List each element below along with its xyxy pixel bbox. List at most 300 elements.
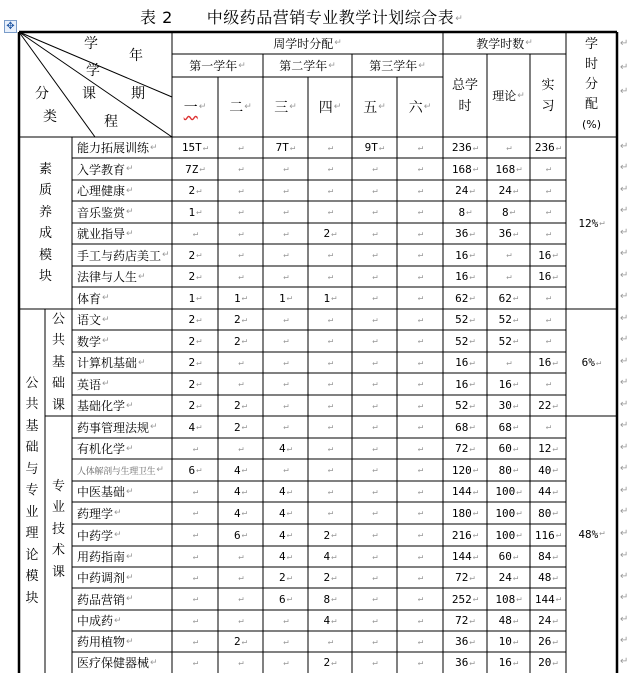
total-hours-text: 144 [451,550,472,563]
paragraph-mark-icon: ↵ [620,141,629,152]
paragraph-mark-icon: ↵ [512,379,519,389]
term-1-hours-text: 2 [188,356,196,369]
paragraph-mark-icon: ↵ [552,572,558,583]
paragraph-mark-icon: ↵ [238,142,244,153]
total-hours-text: 216 [451,528,472,542]
subcategory-professional-char: 专 [51,478,65,494]
paragraph-mark-icon: ↵ [512,422,519,432]
paragraph-mark-icon: ↵ [331,228,337,239]
total-hours-text: 144 [451,485,472,498]
paragraph-mark-icon: ↵ [620,313,629,324]
header-term-6-text: 六 [408,100,423,116]
paragraph-mark-icon: ↵ [241,336,248,346]
term-1-hours-text: 2 [188,399,196,412]
term-3-hours-text: 1 [278,291,286,305]
diag-label-ke: 课 [82,86,96,102]
paragraph-mark-icon: ↵ [417,357,424,368]
paragraph-mark-icon: ↵ [620,592,629,603]
paragraph-mark-icon: ↵ [126,551,134,562]
paragraph-mark-icon: ↵ [238,615,244,626]
theory-hours-text: 68 [498,420,512,434]
term-1-hours-text: 7Z [185,162,199,176]
term-3-hours-text: 4 [278,442,286,455]
paragraph-mark-icon: ↵ [620,528,629,539]
paragraph-mark-icon: ↵ [372,530,378,540]
diag-label-xue-term: 学 [86,63,100,79]
diag-label-lei: 类 [43,109,57,125]
paragraph-mark-icon: ↵ [241,486,248,497]
paragraph-mark-icon: ↵ [552,551,558,562]
header-ratio-char: 分 [584,76,598,92]
paragraph-mark-icon: ↵ [238,572,244,583]
paragraph-mark-icon: ↵ [283,657,289,668]
paragraph-mark-icon: ↵ [417,422,424,432]
paragraph-mark-icon: ↵ [555,594,562,604]
paragraph-mark-icon: ↵ [192,228,199,239]
total-hours-text: 36 [455,227,469,240]
term-1-hours-text: 2 [188,313,196,326]
total-hours-text: 62 [455,291,469,305]
paragraph-mark-icon: ↵ [286,594,293,604]
paragraph-mark-icon: ↵ [417,142,424,153]
diag-label-nian: 年 [129,48,143,64]
paragraph-mark-icon: ↵ [331,615,337,626]
paragraph-mark-icon: ↵ [283,465,289,475]
paragraph-mark-icon: ↵ [283,271,289,282]
course-name-text: 数学 [77,334,102,349]
paragraph-mark-icon: ↵ [114,530,122,540]
header-term-3-text: 三 [274,100,289,116]
category-quality-module-char: 素 [38,161,52,177]
table-title-text: 中级药品营销专业教学计划综合表 [206,8,455,27]
diagonal-line [19,32,172,137]
category-foundation-module-char: 础 [25,440,39,456]
paragraph-mark-icon: ↵ [620,442,629,453]
paragraph-mark-icon: ↵ [512,314,519,325]
subcategory-professional-char: 技 [51,521,65,537]
term-1-hours-text: 4 [188,420,196,434]
paragraph-mark-icon: ↵ [516,164,522,174]
paragraph-mark-icon: ↵ [512,657,519,668]
paragraph-mark-icon: ↵ [516,486,522,497]
course-name-text: 英语 [77,377,102,392]
paragraph-mark-icon: ↵ [286,551,293,562]
paragraph-mark-icon: ↵ [102,379,110,389]
paragraph-mark-icon: ↵ [517,90,525,101]
total-hours-text: 16 [455,248,469,262]
theory-hours-text: 62 [498,291,512,305]
paragraph-mark-icon: ↵ [372,379,378,389]
paragraph-mark-icon: ↵ [283,636,289,647]
paragraph-mark-icon: ↵ [512,336,519,346]
paragraph-mark-icon: ↵ [469,400,475,411]
theory-hours-text: 60 [498,442,512,455]
diag-label-cheng: 程 [104,114,118,130]
paragraph-mark-icon: ↵ [192,530,199,540]
header-teaching-hours-text: 教学时数 [476,36,525,51]
paragraph-mark-icon: ↵ [372,422,378,432]
term-4-hours-text: 2 [323,227,331,240]
term-4-hours-text: 1 [323,291,331,305]
theory-hours-text: 100 [495,528,516,542]
paragraph-mark-icon: ↵ [196,422,202,432]
paragraph-mark-icon: ↵ [512,228,519,239]
paragraph-mark-icon: ↵ [192,636,199,647]
paragraph-mark-icon: ↵ [126,594,134,604]
paragraph-mark-icon: ↵ [620,614,629,625]
diag-label-xue-year: 学 [84,36,98,52]
theory-hours-text: 100 [495,485,516,498]
practice-hours-text: 16 [538,248,552,262]
paragraph-mark-icon: ↵ [150,142,158,153]
practice-hours-text: 12 [538,442,552,455]
theory-hours-text: 108 [495,592,516,606]
total-hours-text: 16 [455,270,469,283]
paragraph-mark-icon: ↵ [372,250,378,260]
paragraph-mark-icon: ↵ [469,615,475,626]
course-name-text: 中医基础 [77,485,126,499]
ratio-public-basic-text: 6% [581,356,595,369]
paragraph-mark-icon: ↵ [244,102,252,112]
paragraph-mark-icon: ↵ [599,528,605,538]
paragraph-mark-icon: ↵ [372,357,378,368]
paragraph-mark-icon: ↵ [516,594,522,604]
paragraph-mark-icon: ↵ [238,250,244,260]
course-name-text: 人体解剖与生理卫生 [77,466,156,477]
paragraph-mark-icon: ↵ [545,422,552,432]
paragraph-mark-icon: ↵ [283,314,289,325]
term-1-hours-text: 1 [188,291,196,305]
paragraph-mark-icon: ↵ [192,508,199,518]
total-hours-text: 52 [455,399,469,412]
paragraph-mark-icon: ↵ [417,400,424,411]
paragraph-mark-icon: ↵ [469,293,475,303]
course-name-text: 药品营销 [77,592,126,607]
paragraph-mark-icon: ↵ [102,314,110,325]
paragraph-mark-icon: ↵ [552,486,558,497]
header-practice-char: 习 [541,98,555,114]
paragraph-mark-icon: ↵ [469,636,475,647]
subcategory-public-basic-char: 公 [51,311,65,327]
paragraph-mark-icon: ↵ [327,422,334,432]
paragraph-mark-icon: ↵ [192,551,199,562]
paragraph-mark-icon: ↵ [238,271,244,282]
paragraph-mark-icon: ↵ [552,250,558,260]
paragraph-mark-icon: ↵ [198,102,207,112]
total-hours-text: 16 [455,377,469,391]
paragraph-mark-icon: ↵ [472,594,479,604]
paragraph-mark-icon: ↵ [102,293,110,303]
paragraph-mark-icon: ↵ [620,420,629,431]
paragraph-mark-icon: ↵ [283,228,289,239]
paragraph-mark-icon: ↵ [472,508,479,518]
paragraph-mark-icon: ↵ [333,102,342,112]
paragraph-mark-icon: ↵ [469,572,475,583]
total-hours-text: 68 [455,420,469,434]
term-2-hours-text: 4 [233,485,241,498]
term-3-hours-text: 4 [278,506,286,520]
paragraph-mark-icon: ↵ [472,142,479,153]
category-foundation-module-char: 与 [25,461,39,477]
paragraph-mark-icon: ↵ [417,551,424,562]
paragraph-mark-icon: ↵ [545,185,552,196]
total-hours-text: 16 [455,356,469,369]
paragraph-mark-icon: ↵ [545,314,552,325]
term-1-hours-text: 1 [188,205,196,219]
paragraph-mark-icon: ↵ [417,314,424,325]
paragraph-mark-icon: ↵ [331,551,337,562]
subcategory-professional-char: 课 [51,564,65,580]
total-hours-text: 72 [455,571,469,584]
paragraph-mark-icon: ↵ [455,13,464,24]
paragraph-mark-icon: ↵ [331,657,337,668]
paragraph-mark-icon: ↵ [238,60,246,71]
paragraph-mark-icon: ↵ [286,530,293,540]
paragraph-mark-icon: ↵ [289,102,297,112]
paragraph-mark-icon: ↵ [417,615,424,626]
paragraph-mark-icon: ↵ [238,657,244,668]
practice-hours-text: 20 [538,656,552,669]
paragraph-mark-icon: ↵ [150,657,158,668]
ratio-quality-text: 12% [578,216,599,230]
practice-hours-text: 44 [538,485,552,498]
paragraph-mark-icon: ↵ [423,102,432,112]
course-name-text: 手工与药店美工 [77,248,162,263]
paragraph-mark-icon: ↵ [378,142,385,153]
term-1-hours-text: 2 [188,270,196,283]
paragraph-mark-icon: ↵ [469,185,475,196]
paragraph-mark-icon: ↵ [512,551,519,562]
total-hours-text: 180 [451,506,472,520]
paragraph-mark-icon: ↵ [466,207,472,217]
term-4-hours-text: 4 [323,614,331,627]
paragraph-mark-icon: ↵ [469,443,475,454]
subcategory-public-basic-char: 共 [51,333,65,349]
theory-hours-text: 24 [498,184,512,197]
paragraph-mark-icon: ↵ [417,293,424,303]
paragraph-mark-icon: ↵ [472,465,479,475]
practice-hours-text: 24 [538,614,552,627]
course-name-text: 药事管理法规 [77,420,150,435]
practice-hours-text: 116 [534,528,555,542]
course-name-text: 用药指南 [77,550,126,564]
paragraph-mark-icon: ↵ [620,550,629,561]
paragraph-mark-icon: ↵ [334,38,342,48]
paragraph-mark-icon: ↵ [327,250,334,260]
theory-hours-text: 10 [498,635,512,648]
paragraph-mark-icon: ↵ [286,293,293,303]
paragraph-mark-icon: ↵ [512,185,519,196]
term-3-hours-text: 7T [275,141,289,154]
paragraph-mark-icon: ↵ [417,185,424,196]
course-name-text: 中药调剂 [77,571,126,585]
paragraph-mark-icon: ↵ [417,594,424,604]
practice-hours-text: 48 [538,571,552,584]
paragraph-mark-icon: ↵ [327,443,334,454]
paragraph-mark-icon: ↵ [620,184,629,195]
header-weekly-hours-text: 周学时分配 [273,36,334,51]
paragraph-mark-icon: ↵ [545,228,552,239]
paragraph-mark-icon: ↵ [126,486,134,497]
term-4-hours-text: 2 [323,571,331,584]
paragraph-mark-icon: ↵ [620,227,629,238]
category-foundation-module-char: 块 [25,590,39,606]
paragraph-mark-icon: ↵ [417,530,424,540]
paragraph-mark-icon: ↵ [372,185,378,196]
paragraph-mark-icon: ↵ [238,357,244,368]
paragraph-mark-icon: ↵ [620,463,629,474]
paragraph-mark-icon: ↵ [283,400,289,411]
paragraph-mark-icon: ↵ [327,379,334,389]
paragraph-mark-icon: ↵ [417,228,424,239]
paragraph-mark-icon: ↵ [327,400,334,411]
term-4-hours-text: 2 [323,656,331,669]
course-name-text: 就业指导 [77,227,126,241]
table-move-handle-icon[interactable]: ✥ [4,20,17,33]
paragraph-mark-icon: ↵ [286,508,293,518]
term-2-hours-text: 2 [233,420,241,434]
paragraph-mark-icon: ↵ [372,551,378,562]
paragraph-mark-icon: ↵ [283,250,289,260]
paragraph-mark-icon: ↵ [516,530,522,540]
practice-hours-text: 84 [538,550,552,563]
paragraph-mark-icon: ↵ [162,250,170,260]
paragraph-mark-icon: ↵ [196,379,202,389]
paragraph-mark-icon: ↵ [372,228,378,239]
paragraph-mark-icon: ↵ [150,422,158,432]
paragraph-mark-icon: ↵ [192,443,199,454]
paragraph-mark-icon: ↵ [512,615,519,626]
paragraph-mark-icon: ↵ [512,400,519,411]
paragraph-mark-icon: ↵ [126,636,134,647]
category-foundation-module-char: 模 [25,569,39,585]
paragraph-mark-icon: ↵ [331,594,337,604]
paragraph-mark-icon: ↵ [283,207,289,217]
paragraph-mark-icon: ↵ [241,293,248,303]
practice-hours-text: 22 [538,399,552,412]
paragraph-mark-icon: ↵ [545,336,552,346]
paragraph-mark-icon: ↵ [114,508,122,518]
paragraph-mark-icon: ↵ [126,572,134,583]
paragraph-mark-icon: ↵ [620,270,629,281]
term-2-hours-text: 1 [233,291,241,305]
course-name-text: 能力拓展训练 [77,141,150,155]
paragraph-mark-icon: ↵ [126,400,134,411]
course-name-text: 法律与人生 [77,270,138,284]
paragraph-mark-icon: ↵ [620,356,629,367]
practice-hours-text: 16 [538,356,552,369]
term-1-hours-text: 15T [181,141,202,154]
header-term-5-text: 五 [363,100,378,116]
paragraph-mark-icon: ↵ [196,314,202,325]
paragraph-mark-icon: ↵ [156,465,164,475]
paragraph-mark-icon: ↵ [196,185,202,196]
paragraph-mark-icon: ↵ [327,465,334,475]
paragraph-mark-icon: ↵ [126,164,134,174]
header-ratio-char: 配 [584,96,598,112]
term-2-hours-text: 2 [233,399,241,412]
paragraph-mark-icon: ↵ [469,357,475,368]
paragraph-mark-icon: ↵ [372,465,378,475]
course-name-text: 体育 [77,291,102,306]
paragraph-mark-icon: ↵ [286,443,293,454]
header-term-4-text: 四 [318,100,333,116]
category-foundation-module-char: 基 [25,418,39,434]
paragraph-mark-icon: ↵ [417,508,424,518]
paragraph-mark-icon: ↵ [512,636,519,647]
paragraph-mark-icon: ↵ [241,422,248,432]
term-3-hours-text: 4 [278,485,286,498]
paragraph-mark-icon: ↵ [555,142,562,153]
paragraph-mark-icon: ↵ [241,400,248,411]
paragraph-mark-icon: ↵ [114,615,122,626]
paragraph-mark-icon: ↵ [327,271,334,282]
paragraph-mark-icon: ↵ [283,357,289,368]
category-foundation-module-char: 专 [25,483,39,499]
category-foundation-module-char: 论 [25,547,39,563]
term-2-hours-text: 2 [233,635,241,648]
term-1-hours-text: 2 [188,377,196,391]
paragraph-mark-icon: ↵ [102,336,110,346]
paragraph-mark-icon: ↵ [417,207,424,217]
paragraph-mark-icon: ↵ [620,377,629,388]
term-4-hours-text: 2 [323,528,331,542]
course-name-text: 音乐鉴赏 [77,205,126,220]
total-hours-text: 252 [451,592,472,606]
paragraph-mark-icon: ↵ [196,207,202,217]
paragraph-mark-icon: ↵ [283,422,289,432]
term-1-hours-text: 2 [188,184,196,197]
paragraph-mark-icon: ↵ [469,379,475,389]
total-hours-text: 120 [451,463,472,477]
paragraph-mark-icon: ↵ [525,38,533,48]
paragraph-mark-icon: ↵ [241,314,248,325]
paragraph-mark-icon: ↵ [192,572,199,583]
category-foundation-module-char: 业 [25,504,39,520]
paragraph-mark-icon: ↵ [469,228,475,239]
paragraph-mark-icon: ↵ [417,572,424,583]
paragraph-mark-icon: ↵ [286,572,293,583]
paragraph-mark-icon: ↵ [283,185,289,196]
theory-hours-text: 36 [498,227,512,240]
course-name-text: 有机化学 [77,442,126,456]
paragraph-mark-icon: ↵ [372,400,378,411]
course-name-text: 药理学 [77,506,114,521]
paragraph-mark-icon: ↵ [327,636,334,647]
paragraph-mark-icon: ↵ [238,594,244,604]
paragraph-mark-icon: ↵ [283,336,289,346]
header-term-1-text: 一 [183,100,198,116]
paragraph-mark-icon: ↵ [283,615,289,626]
paragraph-mark-icon: ↵ [138,357,146,368]
paragraph-mark-icon: ↵ [469,422,475,432]
paragraph-mark-icon: ↵ [417,164,424,174]
paragraph-mark-icon: ↵ [372,594,378,604]
paragraph-mark-icon: ↵ [126,185,134,196]
header-year-1-text: 第一学年 [189,59,238,73]
total-hours-text: 8 [458,205,466,219]
paragraph-mark-icon: ↵ [286,486,293,497]
category-quality-module-char: 成 [38,226,52,241]
paragraph-mark-icon: ↵ [620,506,629,517]
subcategory-public-basic-char: 础 [51,376,65,392]
subcategory-professional-char: 业 [51,500,65,516]
total-hours-text: 236 [451,141,472,154]
paragraph-mark-icon: ↵ [196,336,202,346]
paragraph-mark-icon: ↵ [238,164,244,174]
header-theory-text: 理论 [492,89,517,103]
paragraph-mark-icon: ↵ [469,336,475,346]
